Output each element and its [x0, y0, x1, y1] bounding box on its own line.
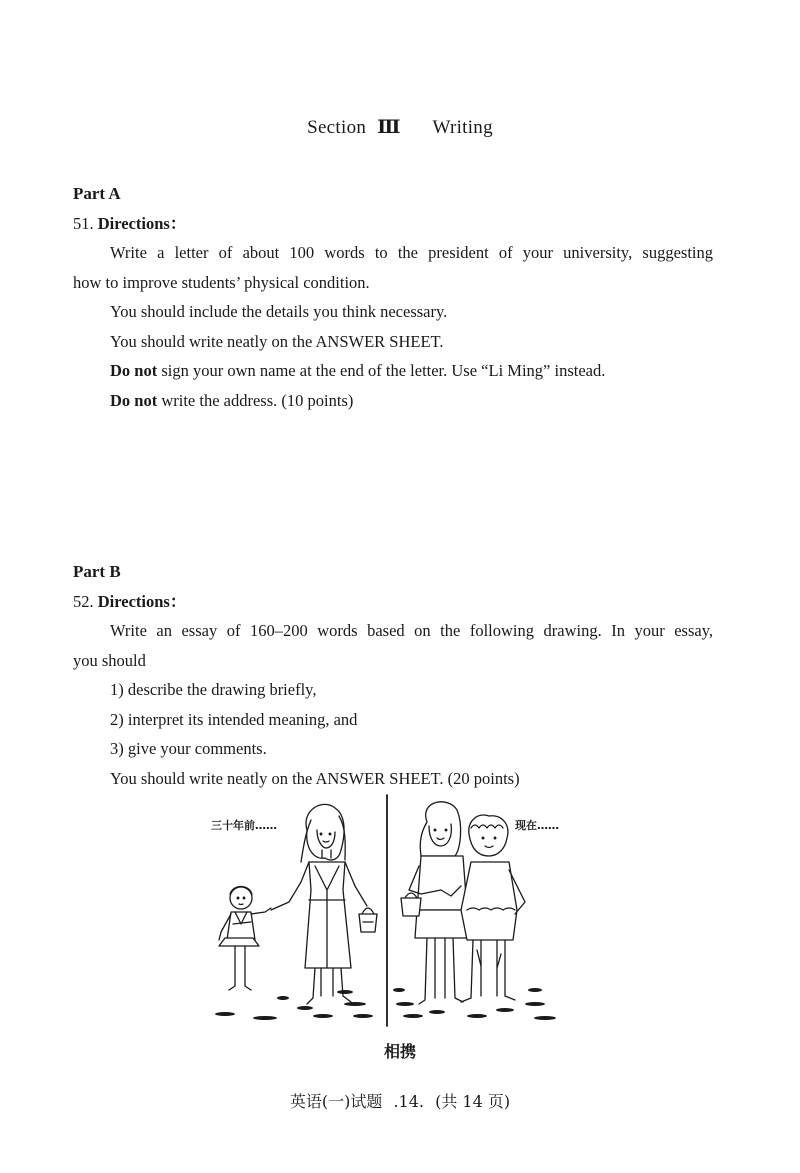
footer-page-number: .14.: [393, 1092, 424, 1111]
cartoon-drawing: [205, 790, 580, 1030]
question-number: 52.: [73, 591, 94, 611]
directions-label: Directions: [97, 591, 170, 611]
adult-daughter-figure: [401, 802, 469, 1004]
part-b-heading: Part B: [73, 562, 121, 581]
section-title: [0, 116, 800, 139]
right-label: 现在……: [515, 819, 559, 832]
question-number: 51.: [73, 213, 94, 233]
section-roman-numeral: Ⅲ: [377, 117, 401, 138]
footer-total-pages: (共 14 页): [435, 1092, 511, 1111]
directions-colon: ：: [169, 213, 187, 233]
drawing-caption: 相携: [383, 1042, 416, 1061]
footer-subject: 英语(一)试题: [289, 1092, 383, 1111]
part-b-item-2: 2) interpret its intended meaning, and: [110, 709, 358, 729]
part-b-item-1: 1) describe the drawing briefly,: [110, 680, 317, 699]
part-b-intro-line-2: you should: [73, 650, 146, 670]
part-a: [73, 179, 713, 415]
part-a-line-1: Write a letter of about 100 words to the president of your university, suggesting: [110, 243, 713, 262]
do-not-sign-text: sign your own name at the end of the letter. Use “Li Ming” instead.: [157, 361, 606, 380]
part-b-intro-line-1: Write an essay of 160–200 words based on the following drawing. In your essay,: [110, 621, 713, 640]
part-a-directions-heading: [73, 209, 713, 239]
young-mother-figure: [271, 804, 377, 1004]
part-b-closing: You should write neatly on the ANSWER SHEET. (20 points): [110, 768, 520, 788]
part-a-do-not-address: [73, 386, 713, 416]
part-a-line-2: how to improve students’ physical condition.: [73, 272, 370, 292]
do-not-address-text: write the address. (10 points): [157, 390, 354, 410]
part-b-item-3: 3) give your comments.: [110, 739, 267, 758]
cartoon-illustration: [205, 790, 580, 1030]
part-a-heading: Part A: [73, 184, 121, 203]
directions-label: Directions: [97, 213, 170, 233]
page-footer: [0, 1089, 800, 1112]
part-b: [73, 557, 713, 793]
do-not-label: Do not: [110, 390, 158, 410]
section-label: Section: [307, 117, 367, 138]
section-name: Writing: [432, 117, 493, 138]
directions-colon: ：: [169, 591, 187, 611]
part-b-directions-heading: [73, 587, 713, 617]
part-a-line-3: You should include the details you think necessary.: [110, 302, 448, 321]
left-label: 三十年前……: [211, 819, 277, 832]
part-a-do-not-sign: [73, 356, 713, 386]
little-girl-figure: [219, 887, 271, 991]
do-not-label: Do not: [110, 361, 158, 380]
part-a-line-4: You should write neatly on the ANSWER SHEET.: [110, 331, 444, 351]
